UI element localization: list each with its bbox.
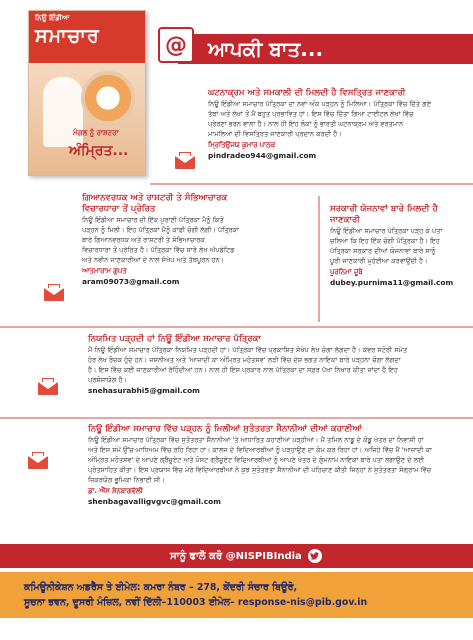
letter-body — [88, 345, 466, 385]
letter-email: pindradeo944@gmail.com — [208, 151, 317, 160]
magazine-masthead — [29, 11, 145, 63]
letter-line: ਨਿਊ ਇੰਡੀਆ ਸਮਾਚਾਰ ਪੱਤ੍ਰਿਕਾ ਦਾ ਨਵਾਂ ਅੰਕ ਪੜ੍ਹਨ ਨੂੰ ਮਿਲਿਆ। ਪੱਤ੍ਰਿਕਾ ਵਿੱਚ ਦਿੱਤੇ ਗਏ — [208, 100, 432, 108]
letter-line: ਬਾਰੇ ਗਿਆਨਵਰਧਕ ਅਤੇ ਰਾਸ਼ਟਰੀ ਤੇ ਸੰਭਿਆਚਾਰਕ — [82, 236, 205, 244]
address-line-1: ਕਮਿਊਨੀਕੇਸ਼ਨ ਅਡਰੈੱਸ ਤੇ ਈਮੇਲ: ਕਮਰਾ ਨੰਬਰ – 278, ਕੇਂਦਰੀ ਸੰਚਾਰ ਬਿਊਰੋ, — [24, 582, 298, 593]
letter-line: ਅਤੇ ਨਵੀਨ ਜਾਣਕਾਰੀਆਂ ਦੇ ਨਾਲ ਸੰਖੇਪ ਅਤੇ ਤੱਥਪੂਰਨ ਹਨ। — [82, 256, 225, 264]
letter-email: shenbagavalligvgvc@gmail.com — [88, 497, 221, 506]
magazine-cover-art — [29, 63, 145, 176]
letter-line: ਪ੍ਰੋਤਸਾਹਿਤ ਕੀਤਾ। ਇਸ ਪ੍ਰਯਾਸ ਵਿੱਚ ਮੇਰੇ ਵਿਦਿਆਰਥੀਆਂ ਨੇ ਕੁਝ ਸੁਤੰਤਰਤਾ ਸੈਨਾਨੀਆਂ ਦੀ ਪਹਿਚਾਣ ਕੀਤੀ ਜਿਨ੍ਹਾਂ ਨੇ ਸੁਤੰਤਰਤਾ ਸੰਗ੍ਰਾਮ ਵਿੱਚ — [88, 466, 432, 474]
letter-line: ਨਿਊ ਇੰਡੀਆ ਸਮਾਚਾਰ ਪੱਤ੍ਰਿਕਾ ਵਿੱਚ ਸੁਤੰਤਰਤਾ ਸੈਨਾਨੀਆਂ 'ਤੇ ਆਧਾਰਿਤ ਕਹਾਣੀਆਂ ਪੜ੍ਹੀਆਂ। ਮੈਂ ਤਮਿਲ ਨਾਡੂ ਦੇ ਕੋਡੂ ਖੇਤਰ ਦਾ ਨਿਵਾਸੀ ਹਾਂ — [88, 436, 424, 444]
follow-label: ਸਾਨੂੰ ਫਾਲੋ ਕਰੋ @NISPIBIndia — [170, 550, 302, 562]
page-bottom-margin — [0, 618, 473, 640]
letter-title-line: ਸਰਕਾਰੀ ਯੋਜਨਾਵਾਂ ਬਾਰੇ ਮਿਲਦੀ ਹੈ — [330, 204, 438, 214]
letter-title: ਘਟਨਾਕ੍ਰਮ ਅਤੇ ਸਮਕਾਲੀ ਦੀ ਮਿਲਦੀ ਹੈ ਵਿਸਤ੍ਰਿਤ ਜਾਣਕਾਰੀ — [208, 88, 406, 98]
letter-line: ਪੂਰੀ ਜਾਣਕਾਰੀ ਮੁਹੱਈਆ ਕਰਵਾਉਂਦੀ ਹੈ। — [330, 257, 428, 265]
letter-email: aram09073@gmail.com — [82, 277, 180, 286]
letter-line: ਮਾਮਲਿਆਂ ਦੀ ਵਿਸਤ੍ਰਿਤ ਜਾਣਕਾਰੀ ਪ੍ਰਦਾਨ ਕਰਦੀ ਹੈ। — [208, 130, 342, 138]
letter-title: ਨਿਊ ਇੰਡੀਆ ਸਮਾਚਾਰ ਵਿੱਚ ਪੜ੍ਹਨ ਨੂੰ ਮਿਲੀਆਂ ਸੁਤੰਤਰਤਾ ਸੈਨਾਨੀਆਂ ਦੀਆਂ ਕਹਾਣੀਆਂ — [88, 424, 362, 434]
address-line-2: ਸੂਚਨਾ ਭਵਨ, ਦੂਸਰੀ ਮੰਜ਼ਿਲ, ਨਵੀਂ ਦਿੱਲੀ–110003 ਈਮੇਲ– response-nis@pib.gov.in — [24, 597, 368, 608]
divider — [0, 417, 473, 419]
letter-body — [330, 226, 470, 266]
letter-line: ਜ਼ਿਕਰਯੋਗ ਭੂਮਿਕਾ ਨਿਭਾਈ ਸੀ। — [88, 476, 165, 484]
letter-line: ਤੱਥਾਂ ਅਤੇ ਲੇਖਾਂ ਤੋਂ ਮੈਂ ਬਹੁਤ ਪ੍ਰਭਾਵਿਤ ਹਾਂ। ਇਸ ਵਿੱਚ ਦਿੱਤਾ ਗਿਆ ਟਾਈਟਲ ਲੇਖਾਂ ਵਿੱਚ — [208, 110, 414, 118]
divider-vertical — [318, 196, 320, 322]
envelope-icon — [44, 284, 66, 302]
letter-title-line: ਜਾਣਕਾਰੀ — [330, 215, 360, 225]
envelope-icon — [38, 378, 60, 396]
letter-2 — [82, 193, 307, 287]
magazine-title: ਸਮਾਚਾਰ — [35, 25, 100, 47]
letter-line: ਅਤੇ ਇਸ ਸਮੇਂ ਉੱਚ-ਮਾਧਿਅਮ ਵਿੱਚ ਰਹਿ ਰਿਹਾ ਹਾਂ। ਕਾਲਜ ਦੇ ਵਿਦਿਆਰਥੀਆਂ ਨੂੰ ਪੜ੍ਹਾਉਣ ਦਾ ਕੰਮ ਕਰ ਰਿਹਾ ਹਾਂ। ਅਜਿਹੇ ਵਿੱਚ ਮੈਂ 'ਆਜ਼ਾਦੀ ਕਾ — [88, 446, 432, 454]
section-title: ਆਪਕੀ ਬਾਤ... — [178, 34, 473, 64]
letter-author: ਆਤਮਾਰਾਮ ਗੁਪਤ — [82, 267, 127, 275]
social-follow-link[interactable] — [170, 544, 322, 568]
letter-body — [88, 435, 468, 485]
letter-email: dubey.purnima11@gmail.com — [330, 278, 454, 287]
letter-title: ਨਿਯਮਿਤ ਪੜ੍ਹਦੀ ਹਾਂ ਨਿਊ ਇੰਡੀਆ ਸਮਾਚਾਰ ਪੱਤ੍ਰਿਕਾ — [88, 334, 261, 344]
letter-line: ਅੰਮ੍ਰਿਤ ਮਹੋਤਸਵ' ਦੇ ਆਪਣੇ ਗ੍ਰੈਜੂਏਟ ਅਤੇ ਪੋਸਟ ਗ੍ਰੈਜੂਏਟ ਵਿਦਿਆਰਥੀਆਂ ਨੂੰ ਆਪਣੇ ਖੇਤਰ ਦੇ ਗੁੰਮਨਾਮ ਨਾਇਕਾਂ ਬਾਰੇ ਪਤਾ ਲਗਾਉਣ ਦੇ ਲਈ — [88, 456, 425, 464]
magazine-cover-image — [28, 10, 146, 176]
social-follow-bar — [0, 544, 473, 568]
letter-line: ਹੋਰ ਲੇਖ ਰੌਚਕ ਹੁੰਦੇ ਹਨ। ਜਸ਼ਨੀਅਤ ਅਤੇ 'ਆਜ਼ਾਦੀ ਕਾ ਅੰਮ੍ਰਿਤ ਮਹੋਤਸਵ' ਲੜੀ ਵਿੱਚ ਦੇਸ਼ ਭਗਤ ਨਾਇਕਾਂ ਬਾਰੇ ਪੜ੍ਹਨਾ ਚੰਗਾ ਲੱਗਦਾ — [88, 356, 401, 364]
letter-3 — [330, 204, 470, 288]
letter-title — [330, 204, 470, 226]
letter-5 — [88, 424, 468, 507]
divider — [0, 326, 473, 328]
letter-line: ਪੱਤ੍ਰਿਕਾ ਸਰਕਾਰ ਦੀਆਂ ਯੋਜਨਾਵਾਂ ਬਾਰੇ ਸਾਨੂੰ — [330, 247, 436, 255]
letter-title-line: ਵਿਚਾਰਧਾਰਾ ਤੋਂ ਪ੍ਰੇਰਿਤ — [82, 204, 156, 214]
envelope-icon — [175, 152, 197, 170]
envelope-icon — [28, 452, 50, 470]
letter-line: ਪੜ੍ਹਨ ਨੂੰ ਮਿਲੀ। ਇਹ ਪੱਤ੍ਰਿਕਾ ਮੈਨੂੰ ਕਾਫੀ ਚੰਗੀ ਲੱਗੀ। ਪੱਤ੍ਰਿਕਾ — [82, 226, 239, 234]
letter-title — [82, 193, 307, 215]
twitter-icon — [308, 549, 322, 563]
letter-title-line: ਗਿਆਨਵਰਧਕ ਅਤੇ ਰਾਸ਼ਟਰੀ ਤੇ ਸੰਭਿਆਚਾਰਕ — [82, 193, 228, 203]
letter-author: ਮ੍ਰਿਤਿਉਂਜਯ ਕੁਮਾਰ ਪਾਠਕ — [208, 141, 276, 149]
letter-line: ਹੈ। ਇਸ ਵਿੱਚ ਕਈ ਜਾਣਕਾਰੀਆਂ ਰੱਹਿੰਦੀਆਂ ਹਨ। ਨਾਲ ਹੀ ਇਸ ਪ੍ਰਕਾਰ ਨਾਲ ਪੱਤ੍ਰਿਕਾ ਦਾ ਸਫ਼ਰ ਪੱਖਾ ਨਿਖਾਰ ਕੀਤਾ ਜਾਂਦਾ ਹੈ ਇਹ — [88, 366, 398, 374]
letter-body — [208, 99, 460, 139]
magazine-masthead-small: ਨਿਊ ਇੰਡੀਆ — [35, 14, 70, 22]
letter-email: snehasurabhi5@gmail.com — [88, 386, 200, 395]
contact-address — [0, 572, 473, 618]
letter-line: ਪ੍ਰਸ਼ੰਸਾਯੋਗ ਹੈ। — [88, 376, 128, 384]
letter-1 — [208, 88, 460, 161]
letter-author: ਪੂਰਨਿਮਾ ਦੂਬੇ — [330, 268, 363, 276]
magazine-feature: ਅੰਮ੍ਰਿਤ... — [69, 143, 129, 159]
magazine-tagline: ਮੰਗਲ ਨੂੰ ਰਾਸ਼ਟਰਾ — [73, 129, 119, 137]
letter-line: ਨਿਊ ਇੰਡੀਆ ਸਮਾਚਾਰ ਦੀ ਇੱਕ ਪੁਰਾਣੀ ਪੱਤ੍ਰਿਕਾ ਮੈਨੂੰ ਕਿਤੋਂ — [82, 216, 224, 224]
letter-line: ਵਿਚਾਰਧਾਰਾ ਤੋਂ ਪ੍ਰੇਰਿਤ ਹੈ। ਪੱਤ੍ਰਿਕਾ ਵਿੱਚ ਸਾਰੇ ਲੇਖ ਅੱਪਡੇਟਿਡ — [82, 246, 235, 254]
letter-body — [82, 215, 307, 265]
letter-line: ਮੈਂ ਨਿਊ ਇੰਡੀਆ ਸਮਾਚਾਰ ਪੱਤ੍ਰਿਕਾ ਨਿਯਮਿਤ ਪੜ੍ਹਦੀ ਹਾਂ। ਪੱਤ੍ਰਿਕਾ ਵਿੱਚ ਪ੍ਰਕਾਸ਼ਿਤ ਸੰਖੇਪ ਲੇਖ ਚੰਗਾ ਲੱਗਦਾ ਹੈ। ਕਵਰ ਸਟੋਰੀ ਸਮੇਤ — [88, 346, 408, 354]
cover-emblem-shape — [81, 71, 135, 125]
at-sign-icon: @ — [158, 27, 194, 63]
letter-line: ਪ੍ਰੇਰਣਾ ਭਰਨ ਵਾਲਾ ਹੈ। ਨਾਲ ਹੀ ਇਹ ਲੋਕਾਂ ਨੂੰ ਭਾਰਤੀ ਘਟਨਾਕ੍ਰਮ ਅਤੇ ਵਰਤਮਾਨ — [208, 120, 404, 128]
letter-author: ਡਾ. ਐੱਸ ਸ਼ੇਨਬਾਗਵੱਲੀ — [88, 487, 143, 495]
letter-4 — [88, 334, 466, 396]
divider — [150, 183, 473, 185]
letter-line: ਨਿਊ ਇੰਡੀਆ ਸਮਾਚਾਰ ਪੱਤ੍ਰਿਕਾ ਪੜ੍ਹ ਕੇ ਪਤਾ — [330, 227, 443, 235]
letter-line: ਚਲਿਆ ਕਿ ਇਹ ਇੱਕ ਚੰਗੀ ਪੱਤ੍ਰਿਕਾ ਹੈ। ਇਹ — [330, 237, 440, 245]
